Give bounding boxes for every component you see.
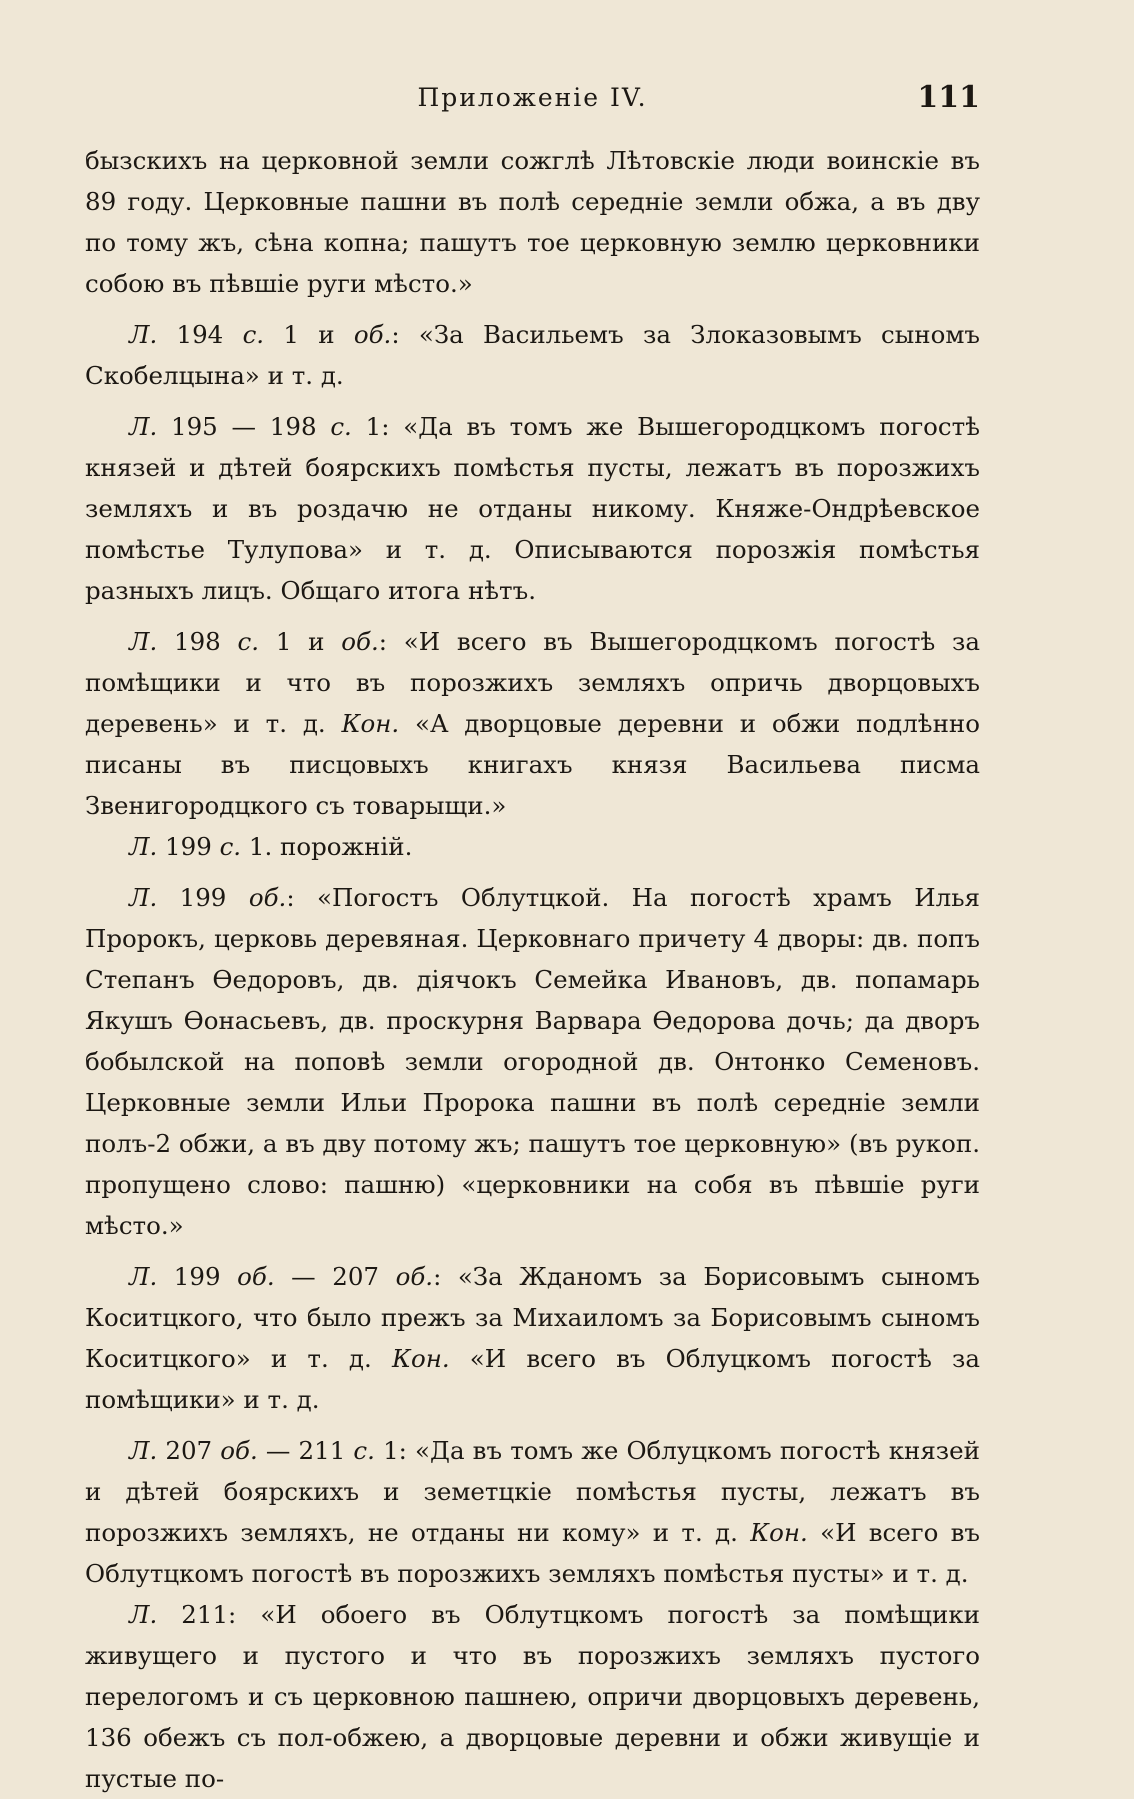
paragraph [85, 406, 980, 611]
italic-reference: с. [237, 627, 260, 656]
page-number: 111 [917, 80, 980, 115]
italic-reference: Л. [129, 1436, 158, 1465]
running-title: Приложеніе IV. [417, 83, 648, 112]
paragraph [85, 826, 980, 867]
text-run: 1: «Да въ томъ же Вышегородцкомъ погостѣ князей и дѣтей боярскихъ помѣстья пусты, лежатъ въ порозжихъ земляхъ и въ роздачю не отданы никому. Княже-Ондрѣевское помѣстье Тулупова» и т. д. Описываются порозжія помѣстья разныхъ лицъ. Общаго итога нѣтъ. [85, 412, 980, 605]
italic-reference: Л. [129, 1262, 158, 1291]
paragraph [85, 1430, 980, 1594]
text-run: 199 [157, 832, 220, 861]
italic-reference: об. [341, 627, 379, 656]
italic-reference: с. [219, 832, 242, 861]
text-run: : «Погостъ Облутцкой. На погостѣ храмъ Илья Пророкъ, церковь деревяная. Церковнаго причету 4 дворы: дв. попъ Степанъ Ѳедоровъ, дв. діячокъ Семейка Ивановъ, дв. попамарь Якушъ Ѳонасьевъ, дв. проскурня Варвара Ѳедорова дочь; да дворъ бобылской на поповѣ земли огородной дв. Онтонко Семеновъ. Церковные земли Ильи Пророка пашни въ полѣ середніе земли полъ-2 обжи, а въ дву потому жъ; пашутъ тое церковную» (въ рукоп. пропущено слово: пашню) «церковники на собя въ пѣвшіе руги мѣсто.» [85, 883, 980, 1240]
text-run: 199 [157, 883, 249, 912]
text-run: — 207 [274, 1262, 396, 1291]
italic-reference: Кон. [341, 709, 400, 738]
italic-reference: об. [237, 1262, 275, 1291]
paragraph [85, 140, 980, 304]
text-run: 194 [157, 320, 243, 349]
text-run: «И всего въ Облуцкомъ погостѣ за помѣщики» и т. д. [85, 1344, 981, 1414]
text-run: 198 [157, 627, 238, 656]
text-run: бызскихъ на церковной земли сожглѣ Лѣтовскіе люди воинскіе въ 89 году. Церковные пашни въ полѣ середніе земли обжа, а въ дву по тому жъ, сѣна копна; пашутъ тое церковную землю церковники собою въ пѣвшіе руги мѣсто.» [85, 146, 980, 298]
italic-reference: с. [353, 1436, 375, 1465]
text-run: 207 [157, 1436, 221, 1465]
italic-reference: об. [248, 883, 287, 912]
paragraph [85, 314, 980, 396]
italic-reference: об. [353, 320, 392, 349]
italic-reference: Л. [129, 832, 158, 861]
italic-reference: Л. [129, 1600, 158, 1629]
running-head [85, 78, 980, 118]
italic-reference: Л. [129, 883, 158, 912]
italic-reference: с. [330, 412, 352, 441]
text-run: 195 — 198 [157, 412, 331, 441]
italic-reference: Кон. [391, 1344, 450, 1373]
text-run: 1. порожній. [241, 832, 413, 861]
italic-reference: Кон. [750, 1518, 808, 1547]
text-run: 1: «Да въ томъ же Облуцкомъ погостѣ князей и дѣтей боярскихъ и земетцкіе помѣстья пусты, лежатъ въ порозжихъ земляхъ, не отданы ни кому» и т. д. [85, 1436, 980, 1547]
italic-reference: с. [242, 320, 265, 349]
italic-reference: Л. [129, 627, 158, 656]
paragraph [85, 621, 980, 826]
paragraph [85, 1256, 980, 1420]
text-run: 199 [157, 1262, 238, 1291]
italic-reference: об. [395, 1262, 434, 1291]
text-run: «А дворцовые деревни и обжи подлѣнно писаны въ писцовыхъ книгахъ князя Васильева писма Звенигородцкого съ товарыщи.» [85, 709, 980, 820]
italic-reference: об. [220, 1436, 258, 1465]
body-text [85, 140, 980, 1799]
italic-reference: Л. [129, 320, 158, 349]
text-run: 1 и [259, 627, 342, 656]
text-run: : «За Васильемъ за Злоказовымъ сыномъ Скобелцына» и т. д. [85, 320, 980, 390]
text-run: 1 и [264, 320, 354, 349]
text-run: 211: «И обоего въ Облутцкомъ погостѣ за помѣщики живущего и пустого и что въ порозжихъ земляхъ пустого перелогомъ и съ церковною пашнею, опричи дворцовыхъ деревень, 136 обежъ съ пол-обжею, а дворцовые деревни и обжи живущіе и пустые по- [85, 1600, 980, 1793]
text-run: : «И всего въ Вышегородцкомъ погостѣ за помѣщики и что въ порозжихъ земляхъ опричь дворцовыхъ деревень» и т. д. [85, 627, 980, 738]
text-run: : «За Жданомъ за Борисовымъ сыномъ Коситцкого, что было прежъ за Михаиломъ за Борисовымъ сыномъ Коситцкого» и т. д. [85, 1262, 980, 1373]
italic-reference: Л. [129, 412, 158, 441]
text-run: «И всего въ Облутцкомъ погостѣ въ порозжихъ земляхъ помѣстья пусты» и т. д. [85, 1518, 981, 1588]
paragraph [85, 877, 980, 1246]
text-run: — 211 [257, 1436, 354, 1465]
paragraph [85, 1594, 980, 1799]
